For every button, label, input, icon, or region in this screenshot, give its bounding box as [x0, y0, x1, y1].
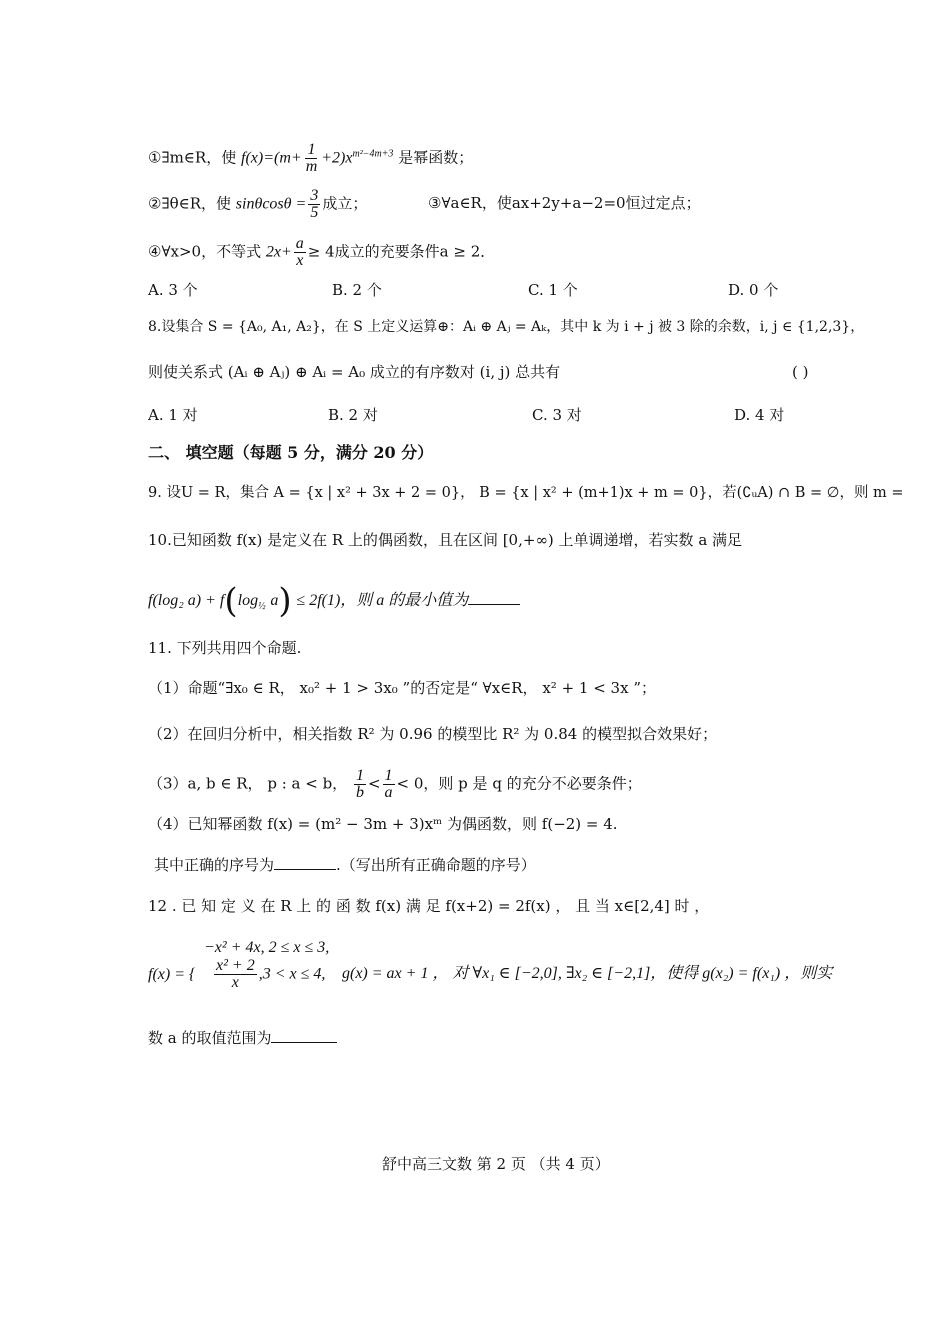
q12-piece-2 — [212, 958, 325, 991]
q11-item-4-text: （4）已知幂函数 f(x) = (m² − 3m + 3)xᵐ 为偶函数，则 f(−2) = 4. — [148, 815, 618, 833]
proposition-2-prefix: ②∃θ∈R，使 — [148, 194, 232, 213]
q12-piece-1 — [204, 937, 329, 958]
proposition-1-formula-post: +2)x — [321, 149, 353, 167]
fraction-numerator: 1 — [307, 141, 316, 158]
q11-answer-blank[interactable] — [274, 869, 336, 870]
q7-option-c[interactable] — [528, 280, 578, 300]
piecewise-case-1: −x² + 4x, 2 ≤ x ≤ 3, — [204, 939, 330, 956]
option-label: B. 2 对 — [328, 406, 378, 424]
proposition-4-suffix: ≥ 4成立的充要条件a ≥ 2． — [307, 242, 496, 261]
option-label: C. 3 对 — [532, 406, 582, 424]
answer-paren: ( ) — [792, 363, 809, 381]
option-label: A. 1 对 — [148, 406, 198, 424]
log-argument: a — [270, 592, 279, 609]
proposition-1-suffix: 是幂函数； — [398, 148, 474, 167]
q11-heading-text: 11. 下列共用四个命题. — [148, 639, 302, 657]
proposition-4-fraction — [294, 236, 306, 269]
q11-item-3-fraction-2 — [383, 768, 395, 801]
q8-statement: 8.设集合 S = {A₀, A₁, A₂}，在 S 上定义运算⊕：Aᵢ ⊕ Aⱼ = Aₖ，其中 k 为 i + j 被 3 除的余数，i, j ∈ {1,2,3}， — [148, 319, 865, 335]
fraction-numerator: 3 — [310, 187, 319, 204]
log-function: log — [237, 592, 259, 609]
q8-option-a[interactable] — [148, 405, 198, 425]
q12-fx-label — [148, 964, 195, 985]
option-label: C. 1 个 — [528, 281, 578, 299]
q11-heading — [148, 638, 301, 658]
left-paren: ( — [224, 581, 238, 621]
q12-answer-blank[interactable] — [271, 1042, 337, 1043]
proposition-1-formula: f(x)=(m+ — [241, 149, 302, 167]
q8-line-1 — [148, 317, 864, 337]
fraction-denominator: b — [355, 784, 364, 801]
q7-option-a[interactable] — [148, 280, 198, 300]
q10-statement: 10.已知函数 f(x) 是定义在 R 上的偶函数，且在区间 [0,+∞) 上单调递增，若实数 a 满足 — [148, 531, 743, 549]
proposition-4-formula: 2x+ — [265, 243, 292, 261]
fraction-numerator: 1 — [355, 767, 364, 784]
q12-condition: g(x) = ax + 1 ， 对 ∀x₁ ∈ [−2,0], ∃x₂ ∈ [−2,1]，使得 g(x₂) = f(x₁) ，则实 — [342, 965, 833, 982]
fraction-denominator: x — [231, 974, 239, 991]
q11-item-3-suffix: < 0，则 p 是 q 的充分不必要条件； — [396, 774, 642, 793]
q11-item-1-text: （1）命题“∃x₀ ∈ R， x₀² + 1 > 3x₀ ”的否定是“ ∀x∈R， x² + 1 < 3x ”； — [148, 679, 656, 697]
option-label: A. 3 个 — [148, 281, 198, 299]
q11-item-3-fraction-1 — [354, 768, 366, 801]
q12-line-3 — [148, 1028, 337, 1048]
q12-statement: 12 . 已 知 定 义 在 R 上 的 函 数 f(x) 满 足 f(x+2) = 2f(x) ， 且 当 x∈[2,4] 时 ， — [148, 897, 710, 915]
fraction-denominator: x — [296, 252, 304, 269]
section-heading — [148, 443, 433, 463]
page-footer — [382, 1154, 610, 1174]
piecewise-case-2-condition: ,3 < x ≤ 4, — [258, 965, 326, 983]
proposition-2-suffix: 成立； — [322, 194, 368, 213]
q9-text: 9. 设U = R，集合 A = {x | x² + 3x + 2 = 0}， B = {x | x² + (m+1)x + m = 0}，若(∁ᵤA) ∩ B = ∅，则 m = — [148, 485, 904, 501]
q12-question: 数 a 的取值范围为 — [148, 1029, 272, 1047]
q8-answer-paren[interactable] — [792, 362, 808, 382]
proposition-4 — [148, 236, 495, 269]
proposition-2-fraction — [308, 188, 320, 221]
option-label: D. 0 个 — [728, 281, 779, 299]
q12-line-1 — [148, 896, 709, 916]
proposition-1-exponent: m²−4m+3 — [352, 148, 394, 160]
option-label: B. 2 个 — [332, 281, 382, 299]
log-base: ½ — [258, 601, 266, 612]
fraction-denominator: a — [384, 784, 393, 801]
q11-item-3-prefix: （3）a, b ∈ R， p : a < b， — [148, 774, 348, 793]
right-paren: ) — [278, 581, 292, 621]
fraction-denominator: m — [305, 158, 318, 175]
q8-option-d[interactable] — [734, 405, 784, 425]
q8-option-c[interactable] — [532, 405, 582, 425]
proposition-1-fraction — [304, 142, 320, 175]
page-footer-text: 舒中高三文数 第 2 页 （共 4 页） — [382, 1155, 610, 1173]
q11-item-2 — [148, 724, 717, 744]
q11-item-4 — [148, 814, 618, 834]
fraction-numerator: 1 — [384, 767, 393, 784]
q11-item-2-text: （2）在回归分析中，相关指数 R² 为 0.96 的模型比 R² 为 0.84 的模型拟合效果好； — [148, 725, 718, 743]
q12-rest — [342, 964, 832, 984]
q11-item-3 — [148, 768, 642, 801]
q9 — [148, 483, 904, 503]
proposition-2-formula: sinθcosθ = — [235, 195, 307, 213]
proposition-4-prefix: ④∀x>0，不等式 — [148, 242, 262, 261]
fraction-numerator: x² + 2 — [216, 957, 255, 974]
q10-line-1 — [148, 530, 742, 550]
section-heading-text: 二、 填空题（每题 5 分，满分 20 分） — [148, 443, 434, 462]
q8-line-2 — [148, 362, 560, 382]
q10-answer-blank[interactable] — [468, 604, 520, 605]
piecewise-function-label: f(x) = { — [148, 966, 196, 983]
q8-question: 则使关系式 (Aᵢ ⊕ Aⱼ) ⊕ Aᵢ = A₀ 成立的有序数对 (i, j) 总共有 — [148, 363, 561, 381]
option-label: D. 4 对 — [734, 406, 785, 424]
q10-line-2 — [148, 582, 520, 625]
proposition-1-prefix: ①∃m∈R，使 — [148, 148, 237, 167]
fraction-numerator: a — [295, 235, 304, 252]
proposition-3-text: ③∀a∈R，使ax+2y+a−2=0恒过定点； — [428, 194, 701, 212]
proposition-3 — [428, 193, 701, 213]
proposition-2 — [148, 188, 367, 221]
q7-option-b[interactable] — [332, 280, 382, 300]
less-than-sign: < — [367, 774, 381, 793]
proposition-1 — [148, 142, 473, 175]
q11-item-1 — [148, 678, 656, 698]
q10-formula-post: ≤ 2f(1)，则 a 的最小值为 — [296, 592, 469, 609]
q7-option-d[interactable] — [728, 280, 778, 300]
piecewise-case-2-fraction — [214, 958, 257, 991]
q11-answer-label: 其中正确的序号为 — [154, 856, 275, 874]
fraction-denominator: 5 — [310, 204, 319, 221]
q10-formula: f(log₂ a) + f — [148, 592, 225, 609]
q11-answer — [154, 855, 536, 875]
q8-option-b[interactable] — [328, 405, 378, 425]
q11-answer-suffix: .（写出所有正确命题的序号） — [336, 856, 536, 874]
